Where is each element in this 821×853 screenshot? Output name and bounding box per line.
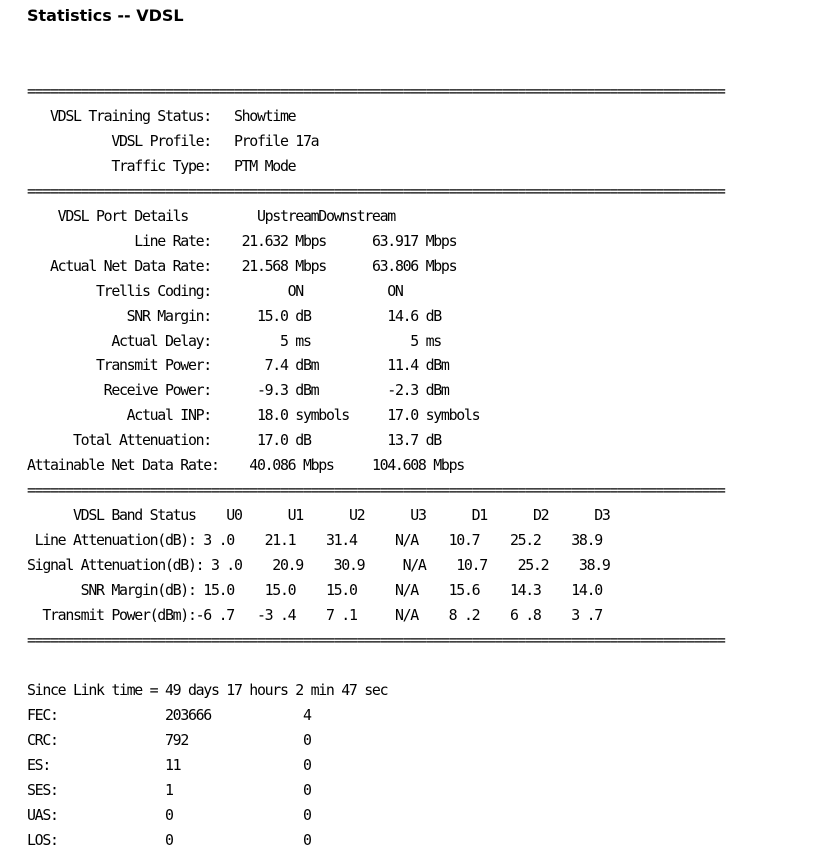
gap <box>211 157 234 175</box>
vdsl-profile-label: VDSL Profile: <box>27 131 211 150</box>
port-row-label: Attainable Net Data Rate: <box>27 456 219 475</box>
band-value: 15.0 <box>195 581 234 600</box>
port-row <box>27 428 821 453</box>
band-row <box>27 528 821 553</box>
band-value: 15.0 <box>233 581 296 600</box>
band-row-label: Line Attenuation(dB): <box>27 531 196 550</box>
training-status-value: Showtime <box>233 106 296 125</box>
counter-value-near-end: 792 <box>164 730 303 749</box>
downstream-header: Downstream <box>318 206 395 225</box>
band-value: N/A <box>356 581 418 600</box>
downstream-value: 63.917 Mbps <box>348 231 457 250</box>
gap <box>211 107 234 125</box>
downstream-value: 5 ms <box>348 331 441 350</box>
training-status-row <box>27 104 821 129</box>
counter-value-near-end: 11 <box>164 755 303 774</box>
port-row-label: Transmit Power: <box>27 356 211 375</box>
upstream-value: 15.0 dB <box>210 306 349 325</box>
band-value: 15.0 <box>295 581 357 600</box>
port-row-label: Actual INP: <box>27 406 211 425</box>
counter-label: FEC: <box>27 705 165 724</box>
upstream-value: 21.632 Mbps <box>210 231 349 250</box>
counter-label: UAS: <box>27 805 165 824</box>
counter-value-far-end: 0 <box>302 780 311 799</box>
separator-line: =========================================================================================== <box>27 82 725 100</box>
band-value: 38.9 <box>548 556 610 575</box>
port-row <box>27 403 821 428</box>
counter-value-far-end: 0 <box>302 755 311 774</box>
counter-row <box>27 803 821 828</box>
band-value: N/A <box>356 531 418 550</box>
band-row <box>27 603 821 628</box>
band-value: -6 .7 <box>195 606 234 625</box>
band-value: 21.1 <box>233 531 296 550</box>
band-value: N/A <box>356 606 418 625</box>
band-col-u3: U3 <box>364 506 426 525</box>
separator-line: =========================================================================================== <box>27 481 725 500</box>
band-col-u2: U2 <box>302 506 365 525</box>
counter-value-far-end: 4 <box>302 705 311 724</box>
band-value: -3 .4 <box>233 606 296 625</box>
band-value: 38.9 <box>540 531 602 550</box>
gap <box>211 132 234 150</box>
port-row <box>27 304 821 329</box>
downstream-value: ON <box>302 281 403 300</box>
band-value: 14.0 <box>540 581 602 600</box>
counter-row <box>27 828 821 853</box>
port-header-row <box>27 204 821 229</box>
port-row <box>27 453 821 478</box>
downstream-value: 104.608 Mbps <box>356 456 464 475</box>
band-value: 3 .0 <box>195 531 234 550</box>
band-header-columns <box>196 506 610 524</box>
counter-row <box>27 703 821 728</box>
blank-line <box>27 653 821 678</box>
band-value: 10.7 <box>417 531 480 550</box>
band-col-u1: U1 <box>241 506 303 525</box>
band-row-label: Signal Attenuation(dB): <box>27 556 204 575</box>
port-row-label: Line Rate: <box>27 231 211 250</box>
band-value: 7 .1 <box>295 606 357 625</box>
band-value: 25.2 <box>486 556 549 575</box>
vdsl-profile-value: Profile 17a <box>233 131 319 150</box>
upstream-value: 17.0 dB <box>210 431 349 450</box>
band-value: 30.9 <box>302 556 365 575</box>
port-row <box>27 279 821 304</box>
port-row <box>27 353 821 378</box>
upstream-value: 7.4 dBm <box>210 356 349 375</box>
upstream-value: 5 ms <box>210 331 349 350</box>
counter-value-far-end: 0 <box>302 730 311 749</box>
error-counter-rows <box>27 703 821 853</box>
band-value: 25.2 <box>479 531 541 550</box>
counter-value-near-end: 0 <box>164 805 303 824</box>
counter-label: LOS: <box>27 830 165 849</box>
upstream-value: -9.3 dBm <box>210 381 349 400</box>
band-status-rows <box>27 528 821 628</box>
downstream-value: 63.806 Mbps <box>348 256 457 275</box>
traffic-type-label: Traffic Type: <box>27 156 211 175</box>
counter-row <box>27 728 821 753</box>
counter-value-near-end: 0 <box>164 830 303 849</box>
counter-value-far-end: 0 <box>302 830 311 849</box>
upstream-header: Upstream <box>187 206 319 225</box>
port-row-label: SNR Margin: <box>27 306 211 325</box>
port-row <box>27 229 821 254</box>
upstream-value: 18.0 symbols <box>210 406 349 425</box>
band-value: 3 .7 <box>540 606 602 625</box>
band-value: 6 .8 <box>479 606 541 625</box>
downstream-value: -2.3 dBm <box>348 381 449 400</box>
band-col-d3: D3 <box>548 506 610 525</box>
band-value: 20.9 <box>241 556 303 575</box>
band-row-label: Transmit Power(dBm): <box>27 606 196 625</box>
vdsl-profile-row <box>27 129 821 154</box>
counter-value-far-end: 0 <box>302 805 311 824</box>
port-row-label: Trellis Coding: <box>27 281 211 300</box>
band-col-d1: D1 <box>425 506 487 525</box>
port-row <box>27 378 821 403</box>
training-status-label: VDSL Training Status: <box>27 106 211 125</box>
separator-line: =========================================================================================== <box>27 181 725 200</box>
port-row-label: Total Attenuation: <box>27 431 211 450</box>
counter-row <box>27 753 821 778</box>
separator-line: =========================================================================================== <box>27 630 725 649</box>
upstream-value: 40.086 Mbps <box>218 456 357 475</box>
port-header-label: VDSL Port Details <box>27 206 188 225</box>
band-col-d2: D2 <box>486 506 549 525</box>
band-header-row <box>27 503 821 528</box>
band-col-u0: U0 <box>195 506 242 525</box>
counter-label: SES: <box>27 780 165 799</box>
port-row-label: Receive Power: <box>27 381 211 400</box>
counter-row <box>27 778 821 803</box>
downstream-value: 14.6 dB <box>348 306 441 325</box>
band-value: 31.4 <box>295 531 357 550</box>
upstream-value: 21.568 Mbps <box>210 256 349 275</box>
traffic-type-value: PTM Mode <box>233 156 296 175</box>
port-row-label: Actual Net Data Rate: <box>27 256 211 275</box>
band-value: 14.3 <box>479 581 541 600</box>
upstream-value: ON <box>210 281 303 300</box>
band-value: 3 .0 <box>203 556 242 575</box>
band-value: 15.6 <box>417 581 480 600</box>
vdsl-statistics-block <box>27 79 821 853</box>
port-row <box>27 254 821 279</box>
port-row-label: Actual Delay: <box>27 331 211 350</box>
port-detail-rows <box>27 229 821 479</box>
band-value: 8 .2 <box>417 606 480 625</box>
since-link-row: Since Link time = 49 days 17 hours 2 min 47 sec <box>27 680 388 699</box>
downstream-value: 13.7 dB <box>348 431 441 450</box>
band-value: 10.7 <box>425 556 487 575</box>
band-row <box>27 578 821 603</box>
band-row-label: SNR Margin(dB): <box>27 581 196 600</box>
downstream-value: 11.4 dBm <box>348 356 449 375</box>
band-value: N/A <box>364 556 426 575</box>
counter-value-near-end: 1 <box>164 780 303 799</box>
traffic-type-row <box>27 154 821 179</box>
downstream-value: 17.0 symbols <box>348 406 480 425</box>
counter-value-near-end: 203666 <box>164 705 303 724</box>
counter-label: ES: <box>27 755 165 774</box>
page-title: Statistics -- VDSL <box>27 6 184 25</box>
band-row <box>27 553 821 578</box>
counter-label: CRC: <box>27 730 165 749</box>
band-header-label: VDSL Band Status <box>27 506 196 525</box>
port-row <box>27 329 821 354</box>
